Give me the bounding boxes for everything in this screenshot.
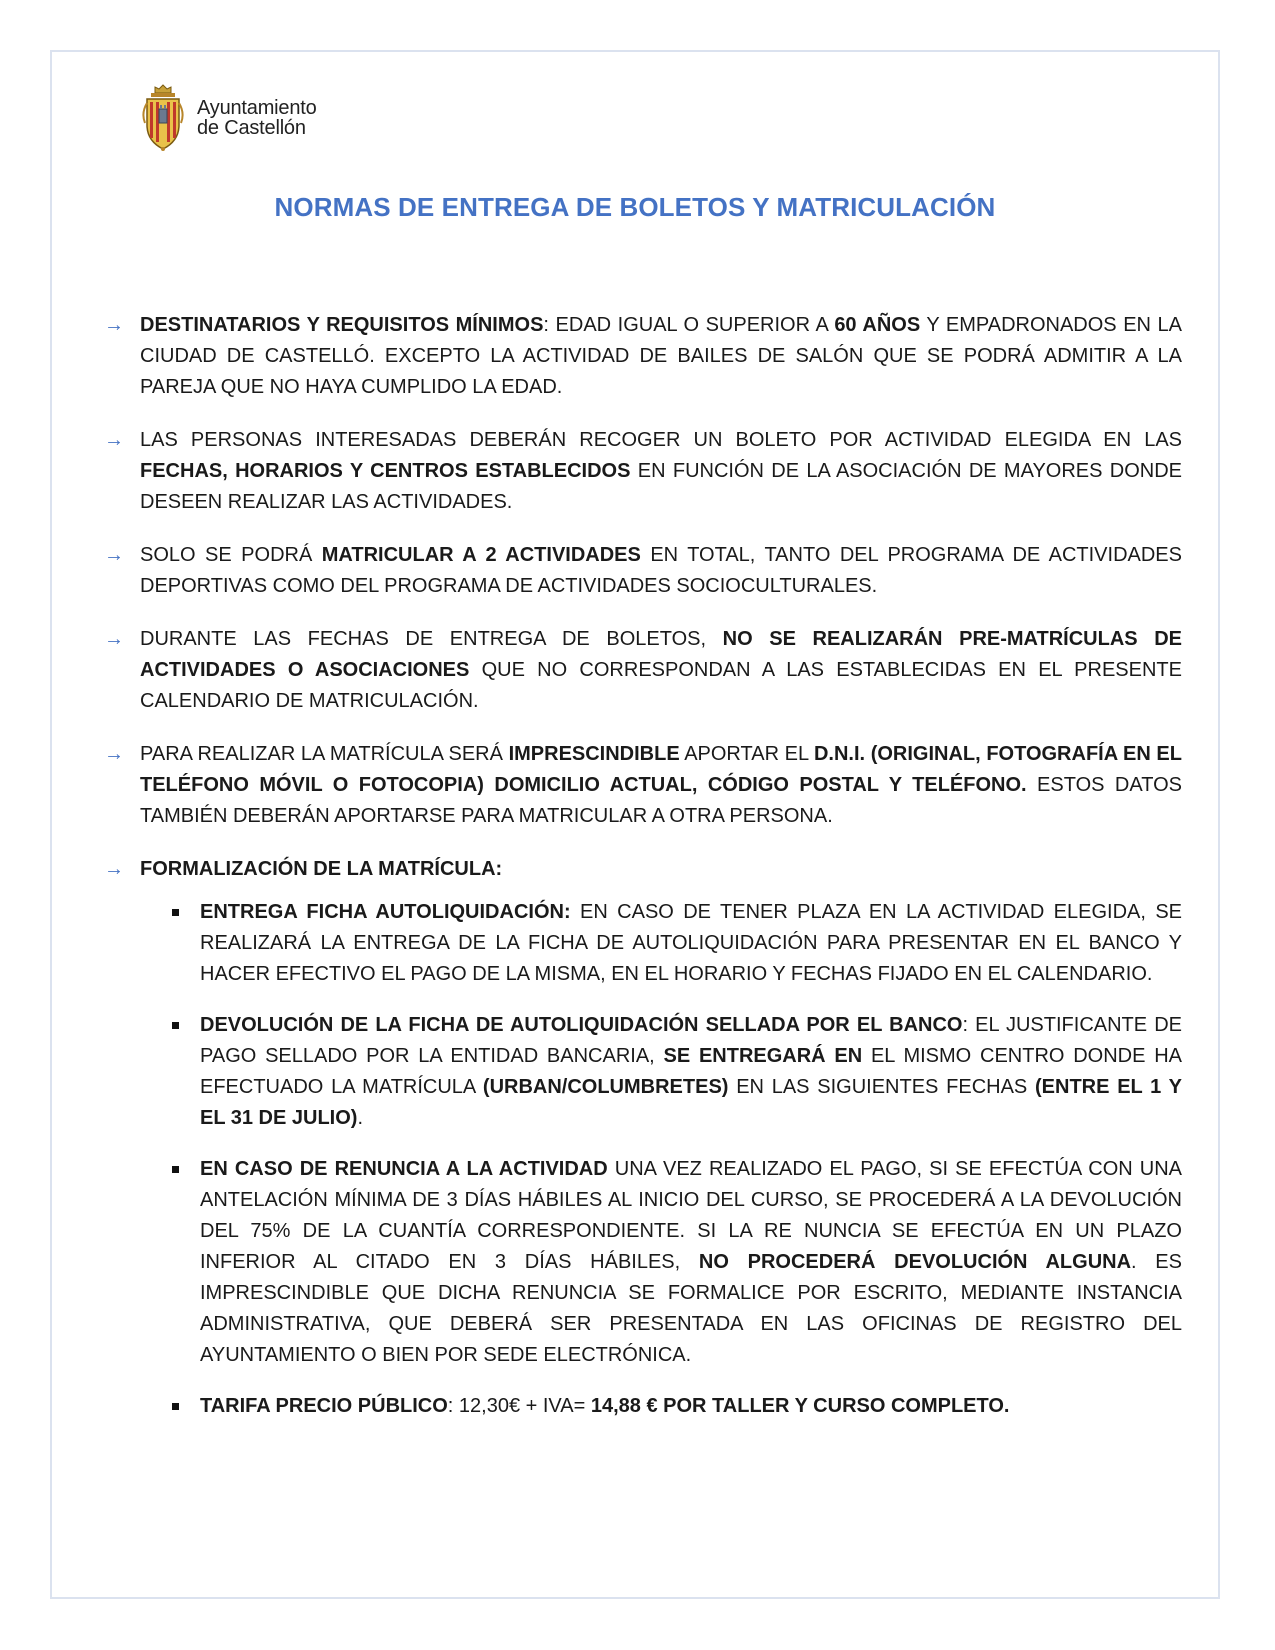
- document-page: [50, 50, 1220, 1599]
- rule-bold-text: DESTINATARIOS Y REQUISITOS MÍNIMOS: [140, 314, 544, 336]
- square-bullet-icon: [164, 897, 200, 990]
- square-bullet-icon: [164, 1391, 200, 1422]
- subitem-public-price: TARIFA PRECIO PÚBLICO: 12,30€ + IVA= 14,88 € POR TALLER Y CURSO COMPLETO.: [164, 1391, 1182, 1422]
- subitem-cancellation: EN CASO DE RENUNCIA A LA ACTIVIDAD UNA VEZ REALIZADO EL PAGO, SI SE EFECTÚA CON UNA ANTELACIÓN MÍNIMA DE 3 DÍAS HÁBILES AL INICIO DEL CURSO, SE PROCEDERÁ A LA DEVOLUCIÓN DEL 75% DE LA CUANTÍA CORRESPONDIENTE. SI LA RE NUNCIA SE EFECTÚA EN UN PLAZO INFERIOR AL CITADO EN 3 DÍAS HÁBILES, NO PROCEDERÁ DEVOLUCIÓN ALGUNA. ES IMPRESCINDIBLE QUE DICHA RENUNCIA SE FORMALICE POR ESCRITO, MEDIANTE INSTANCIA ADMINISTRATIVA, QUE DEBERÁ SER PRESENTADA EN LAS OFICINAS DE REGISTRO DEL AYUNTAMIENTO O BIEN POR SEDE ELECTRÓNICA.: [164, 1154, 1182, 1371]
- rule-item-required-documents: → PARA REALIZAR LA MATRÍCULA SERÁ IMPRESCINDIBLE APORTAR EL D.N.I. (ORIGINAL, FOTOGRAFÍA EN EL TELÉFONO MÓVIL O FOTOCOPIA) DOMICILIO ACTUAL, CÓDIGO POSTAL Y TELÉFONO. ESTOS DATOS TAMBIÉN DEBERÁN APORTARSE PARA MATRICULAR A OTRA PERSONA.: [104, 739, 1182, 832]
- square-bullet-icon: [164, 1010, 200, 1134]
- logo-wordmark: [197, 98, 317, 138]
- logo-line-1: Ayuntamiento: [197, 97, 317, 119]
- document-title: NORMAS DE ENTREGA DE BOLETOS Y MATRICULACIÓN: [274, 192, 996, 222]
- rule-item-formalization: → FORMALIZACIÓN DE LA MATRÍCULA:: [104, 854, 1182, 885]
- square-bullet-icon: [164, 1154, 200, 1371]
- arrow-right-icon: →: [104, 858, 124, 880]
- rule-item-max-activities: → SOLO SE PODRÁ MATRICULAR A 2 ACTIVIDADES EN TOTAL, TANTO DEL PROGRAMA DE ACTIVIDADES DEPORTIVAS COMO DEL PROGRAMA DE ACTIVIDADES SOCIOCULTURALES.: [104, 540, 1182, 602]
- formalization-sublist: [164, 897, 1182, 1422]
- rule-item-pickup-ticket: → LAS PERSONAS INTERESADAS DEBERÁN RECOGER UN BOLETO POR ACTIVIDAD ELEGIDA EN LAS FECHAS, HORARIOS Y CENTROS ESTABLECIDOS EN FUNCIÓN DE LA ASOCIACIÓN DE MAYORES DONDE DESEEN REALIZAR LAS ACTIVIDADES.: [104, 425, 1182, 518]
- arrow-right-icon: →: [104, 429, 124, 451]
- arrow-right-icon: →: [104, 743, 124, 765]
- castellon-coat-of-arms-icon: [141, 83, 185, 153]
- arrow-right-icon: →: [104, 544, 124, 566]
- subitem-self-assessment-form: ENTREGA FICHA AUTOLIQUIDACIÓN: EN CASO DE TENER PLAZA EN LA ACTIVIDAD ELEGIDA, SE REALIZARÁ LA ENTREGA DE LA FICHA DE AUTOLIQUIDACIÓN PARA PRESENTAR EN EL BANCO Y HACER EFECTIVO EL PAGO DE LA MISMA, EN EL HORARIO Y FECHAS FIJADO EN EL CALENDARIO.: [164, 897, 1182, 990]
- rules-list: [104, 310, 1182, 1442]
- arrow-right-icon: →: [104, 314, 124, 336]
- rule-item-recipients: → DESTINATARIOS Y REQUISITOS MÍNIMOS: EDAD IGUAL O SUPERIOR A 60 AÑOS Y EMPADRONADOS EN LA CIUDAD DE CASTELLÓ. EXCEPTO LA ACTIVIDAD DE BAILES DE SALÓN QUE SE PODRÁ ADMITIR A LA PAREJA QUE NO HAYA CUMPLIDO LA EDAD.: [104, 310, 1182, 403]
- subitem-return-stamped-form: DEVOLUCIÓN DE LA FICHA DE AUTOLIQUIDACIÓN SELLADA POR EL BANCO: EL JUSTIFICANTE DE PAGO SELLADO POR LA ENTIDAD BANCARIA, SE ENTREGARÁ EN EL MISMO CENTRO DONDE HA EFECTUADO LA MATRÍCULA (URBAN/COLUMBRETES) EN LAS SIGUIENTES FECHAS (ENTRE EL 1 Y EL 31 DE JULIO).: [164, 1010, 1182, 1134]
- city-council-logo: [141, 83, 317, 153]
- rule-item-no-preregistration: → DURANTE LAS FECHAS DE ENTREGA DE BOLETOS, NO SE REALIZARÁN PRE-MATRÍCULAS DE ACTIVIDADES O ASOCIACIONES QUE NO CORRESPONDAN A LAS ESTABLECIDAS EN EL PRESENTE CALENDARIO DE MATRICULACIÓN.: [104, 624, 1182, 717]
- logo-line-2: de Castellón: [197, 117, 306, 139]
- arrow-right-icon: →: [104, 628, 124, 650]
